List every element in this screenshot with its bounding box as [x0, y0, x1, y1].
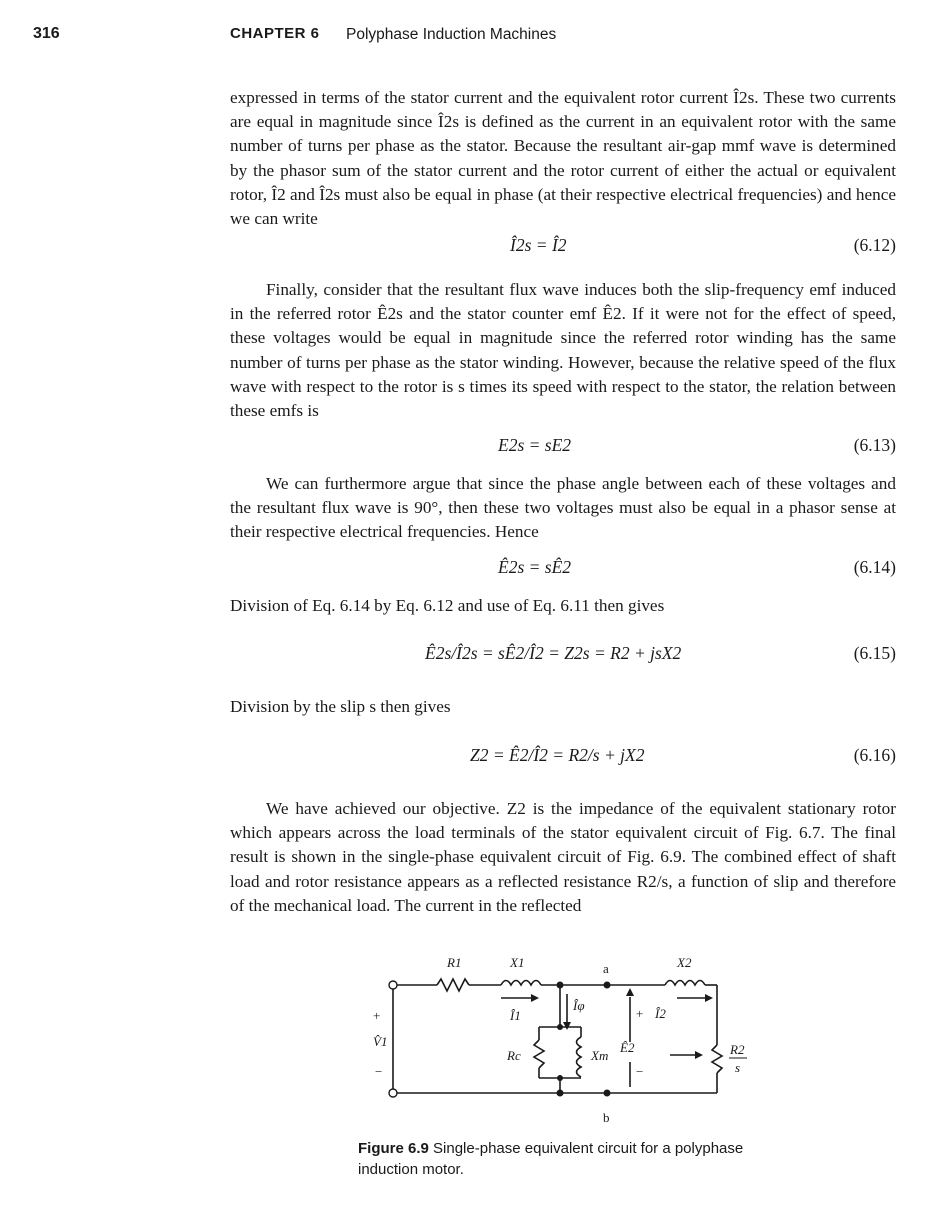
caption-text: Single-phase equivalent circuit for a polyphase induction motor.: [358, 1140, 744, 1178]
equation-body: [498, 557, 571, 578]
paragraph-6: [230, 797, 896, 918]
label-i1: Î1: [510, 1008, 521, 1023]
label-xm: Xm: [591, 1048, 609, 1063]
label-v1: V̂1: [373, 1034, 388, 1049]
paragraph-1: [230, 86, 896, 231]
equation-text: Ê2s = sÊ2: [498, 557, 572, 577]
equation-body: [425, 643, 681, 664]
equation-body: [470, 745, 644, 766]
iphi-arrowhead: [563, 1022, 571, 1030]
terminal-top: [389, 981, 397, 989]
equation-body: [510, 235, 567, 256]
paragraph-text: Finally, consider that the resultant flux wave induces both the slip-frequency emf induced in the referred rotor Ê2s and the stator counter emf Ê2. If it were not for the effect of speed, these voltages would be equal in magnitude since the referred rotor winding has the same number of turns per phase as the stator winding. However, because the relative speed of the flux wave with respect to the rotor is s times its speed with respect to the stator, the relation between these emfs is: [230, 280, 896, 421]
paragraph-text: expressed in terms of the stator current and the equivalent rotor current Î2s. These two currents are equal in magnitude since Î2s is defined as the current in an equivalent rotor with the same number of turns per phase as the stator. Because the resultant air-gap mmf wave is determined by the phasor sum of the stator current and the rotor current of either the actual or equivalent rotor, Î2 and Î2s must also be equal in phase (at their respective electrical frequencies) and hence we can write: [230, 88, 896, 229]
xm-inductor: [577, 1037, 582, 1077]
label-iphi: Îφ: [573, 998, 585, 1013]
label-x2: X2: [677, 955, 692, 970]
label-v1-plus: +: [373, 1008, 381, 1023]
equation-number: (6.13): [853, 435, 896, 455]
r1-resistor: [437, 979, 469, 991]
equivalent-circuit-figure: [355, 942, 775, 1132]
equation-text: Î2s = Î2: [510, 235, 567, 255]
equation-6-15: [230, 643, 896, 669]
label-rc: Rc: [507, 1048, 521, 1063]
chapter-label: CHAPTER 6: [230, 25, 320, 42]
node-b: [604, 1090, 611, 1097]
paragraph-text: Division of Eq. 6.14 by Eq. 6.12 and use of Eq. 6.11 then gives: [230, 596, 665, 615]
equation-text: Z2 = Ê2/Î2 = R2/s + jX2: [470, 745, 645, 765]
node-shunt-top: [557, 1024, 563, 1030]
figure-caption: [358, 1138, 758, 1180]
terminal-bottom: [389, 1089, 397, 1097]
equation-number: (6.14): [853, 557, 896, 577]
i2-arrowhead: [705, 994, 713, 1002]
label-i2: Î2: [655, 1006, 666, 1021]
label-x1: X1: [510, 955, 525, 970]
paragraph-2: [230, 278, 896, 423]
label-s: s: [735, 1060, 741, 1075]
equation-6-16: [230, 745, 896, 771]
equation-text: E2s = sE2: [498, 435, 572, 455]
paragraph-text: We can furthermore argue that since the phase angle between each of these voltages and the resultant flux wave is 90°, then these two voltages must also be equal in a phasor sense at their respective electrical frequencies. Hence: [230, 474, 896, 542]
caption-label: Figure 6.9: [358, 1140, 429, 1157]
label-r2: R2: [730, 1042, 745, 1057]
paragraph-5: [230, 695, 896, 719]
label-node-b: b: [603, 1110, 610, 1125]
equation-6-14: [230, 557, 896, 583]
r2-arrowhead: [695, 1051, 703, 1059]
circuit-diagram: [355, 942, 775, 1132]
rc-resistor: [534, 1040, 544, 1068]
e2-arrowhead: [626, 988, 634, 996]
i1-arrowhead: [531, 994, 539, 1002]
equation-number: (6.12): [853, 235, 896, 255]
page-number: 316: [33, 25, 60, 42]
label-node-a: a: [603, 961, 609, 976]
equation-number: (6.15): [853, 643, 896, 663]
node-junction-bottom: [557, 1090, 564, 1097]
equation-text: Ê2s/Î2s = sÊ2/Î2 = Z2s = R2 + jsX2: [425, 643, 682, 663]
label-e2: Ê2: [620, 1040, 635, 1055]
equation-body: [498, 435, 571, 456]
chapter-title: Polyphase Induction Machines: [346, 26, 557, 43]
x1-inductor: [501, 981, 541, 986]
equation-6-13: [230, 435, 896, 461]
node-a: [604, 982, 611, 989]
node-shunt-bottom: [557, 1075, 563, 1081]
node-junction-top: [557, 982, 564, 989]
page-header: [33, 25, 913, 49]
r2-resistor: [712, 1045, 722, 1073]
label-e2-minus: −: [636, 1064, 644, 1079]
paragraph-4: [230, 594, 896, 618]
label-v1-minus: −: [375, 1064, 383, 1079]
equation-number: (6.16): [853, 745, 896, 765]
x2-inductor: [665, 981, 705, 986]
paragraph-text: Division by the slip s then gives: [230, 697, 451, 716]
label-r1: R1: [447, 955, 462, 970]
paragraph-3: [230, 472, 896, 545]
equation-6-12: [230, 235, 896, 261]
label-e2-plus: +: [636, 1006, 644, 1021]
paragraph-text: We have achieved our objective. Z2 is the impedance of the equivalent stationary rotor which appears across the load terminals of the stator equivalent circuit of Fig. 6.7. The final result is shown in the single-phase equivalent circuit of Fig. 6.9. The combined effect of shaft load and rotor resistance appears as a reflected resistance R2/s, a function of slip and therefore of the mechanical load. The current in the reflected: [230, 799, 896, 915]
